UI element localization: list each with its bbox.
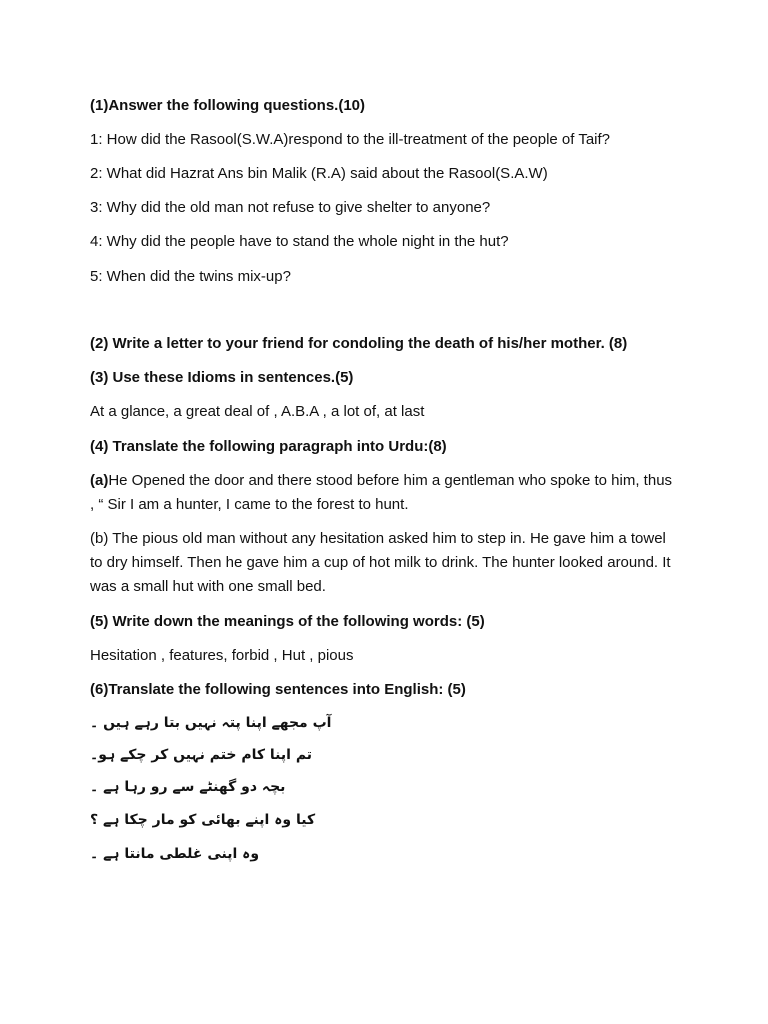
urdu-sentence-4: کیا وہ اپنے بھائی کو مار چکا ہے ؟ (90, 812, 316, 828)
paragraph-a (90, 469, 680, 517)
idioms-list: At a glance, a great deal of , A.B.A , a lot of, at last (90, 403, 425, 420)
paragraph-a-text: He Opened the door and there stood before him a gentleman who spoke to him, thus , “ Sir I am a hunter, I came to the forest to hunt. (90, 472, 673, 513)
question-3: 3: Why did the old man not refuse to give shelter to anyone? (90, 199, 491, 216)
question-2: 2: What did Hazrat Ans bin Malik (R.A) said about the Rasool(S.A.W) (90, 165, 548, 182)
urdu-sentence-3: بچہ دو گھنٹے سے رو رہا ہے ۔ (90, 779, 286, 795)
paragraph-b: (b) The pious old man without any hesitation asked him to step in. He gave him a towel to dry himself. Then he gave him a cup of hot milk to drink. The hunter looked around. It was a small hut with one small bed. (90, 530, 671, 595)
section4-heading: (4) Translate the following paragraph into Urdu:(8) (90, 438, 447, 455)
question-1: 1: How did the Rasool(S.W.A)respond to the ill-treatment of the people of Taif? (90, 131, 611, 148)
section6-heading: (6)Translate the following sentences into English: (5) (90, 681, 466, 698)
section2-heading: (2) Write a letter to your friend for condoling the death of his/her mother. (8) (90, 335, 628, 352)
urdu-sentence-1: آپ مجھے اپنا پتہ نہیں بتا رہے ہیں ۔ (90, 715, 332, 731)
question-4: 4: Why did the people have to stand the whole night in the hut? (90, 233, 509, 250)
urdu-sentence-5: وہ اپنی غلطی مانتا ہے ۔ (90, 846, 260, 862)
section1-heading: (1)Answer the following questions.(10) (90, 97, 366, 114)
section3-heading: (3) Use these Idioms in sentences.(5) (90, 369, 354, 386)
urdu-sentence-2: تم اپنا کام ختم نہیں کر چکے ہو۔ (90, 747, 313, 763)
section5-heading: (5) Write down the meanings of the following words: (5) (90, 613, 485, 630)
words-list: Hesitation , features, forbid , Hut , pious (90, 647, 354, 664)
question-5: 5: When did the twins mix-up? (90, 268, 291, 285)
paragraph-a-label: (a) (90, 472, 109, 489)
